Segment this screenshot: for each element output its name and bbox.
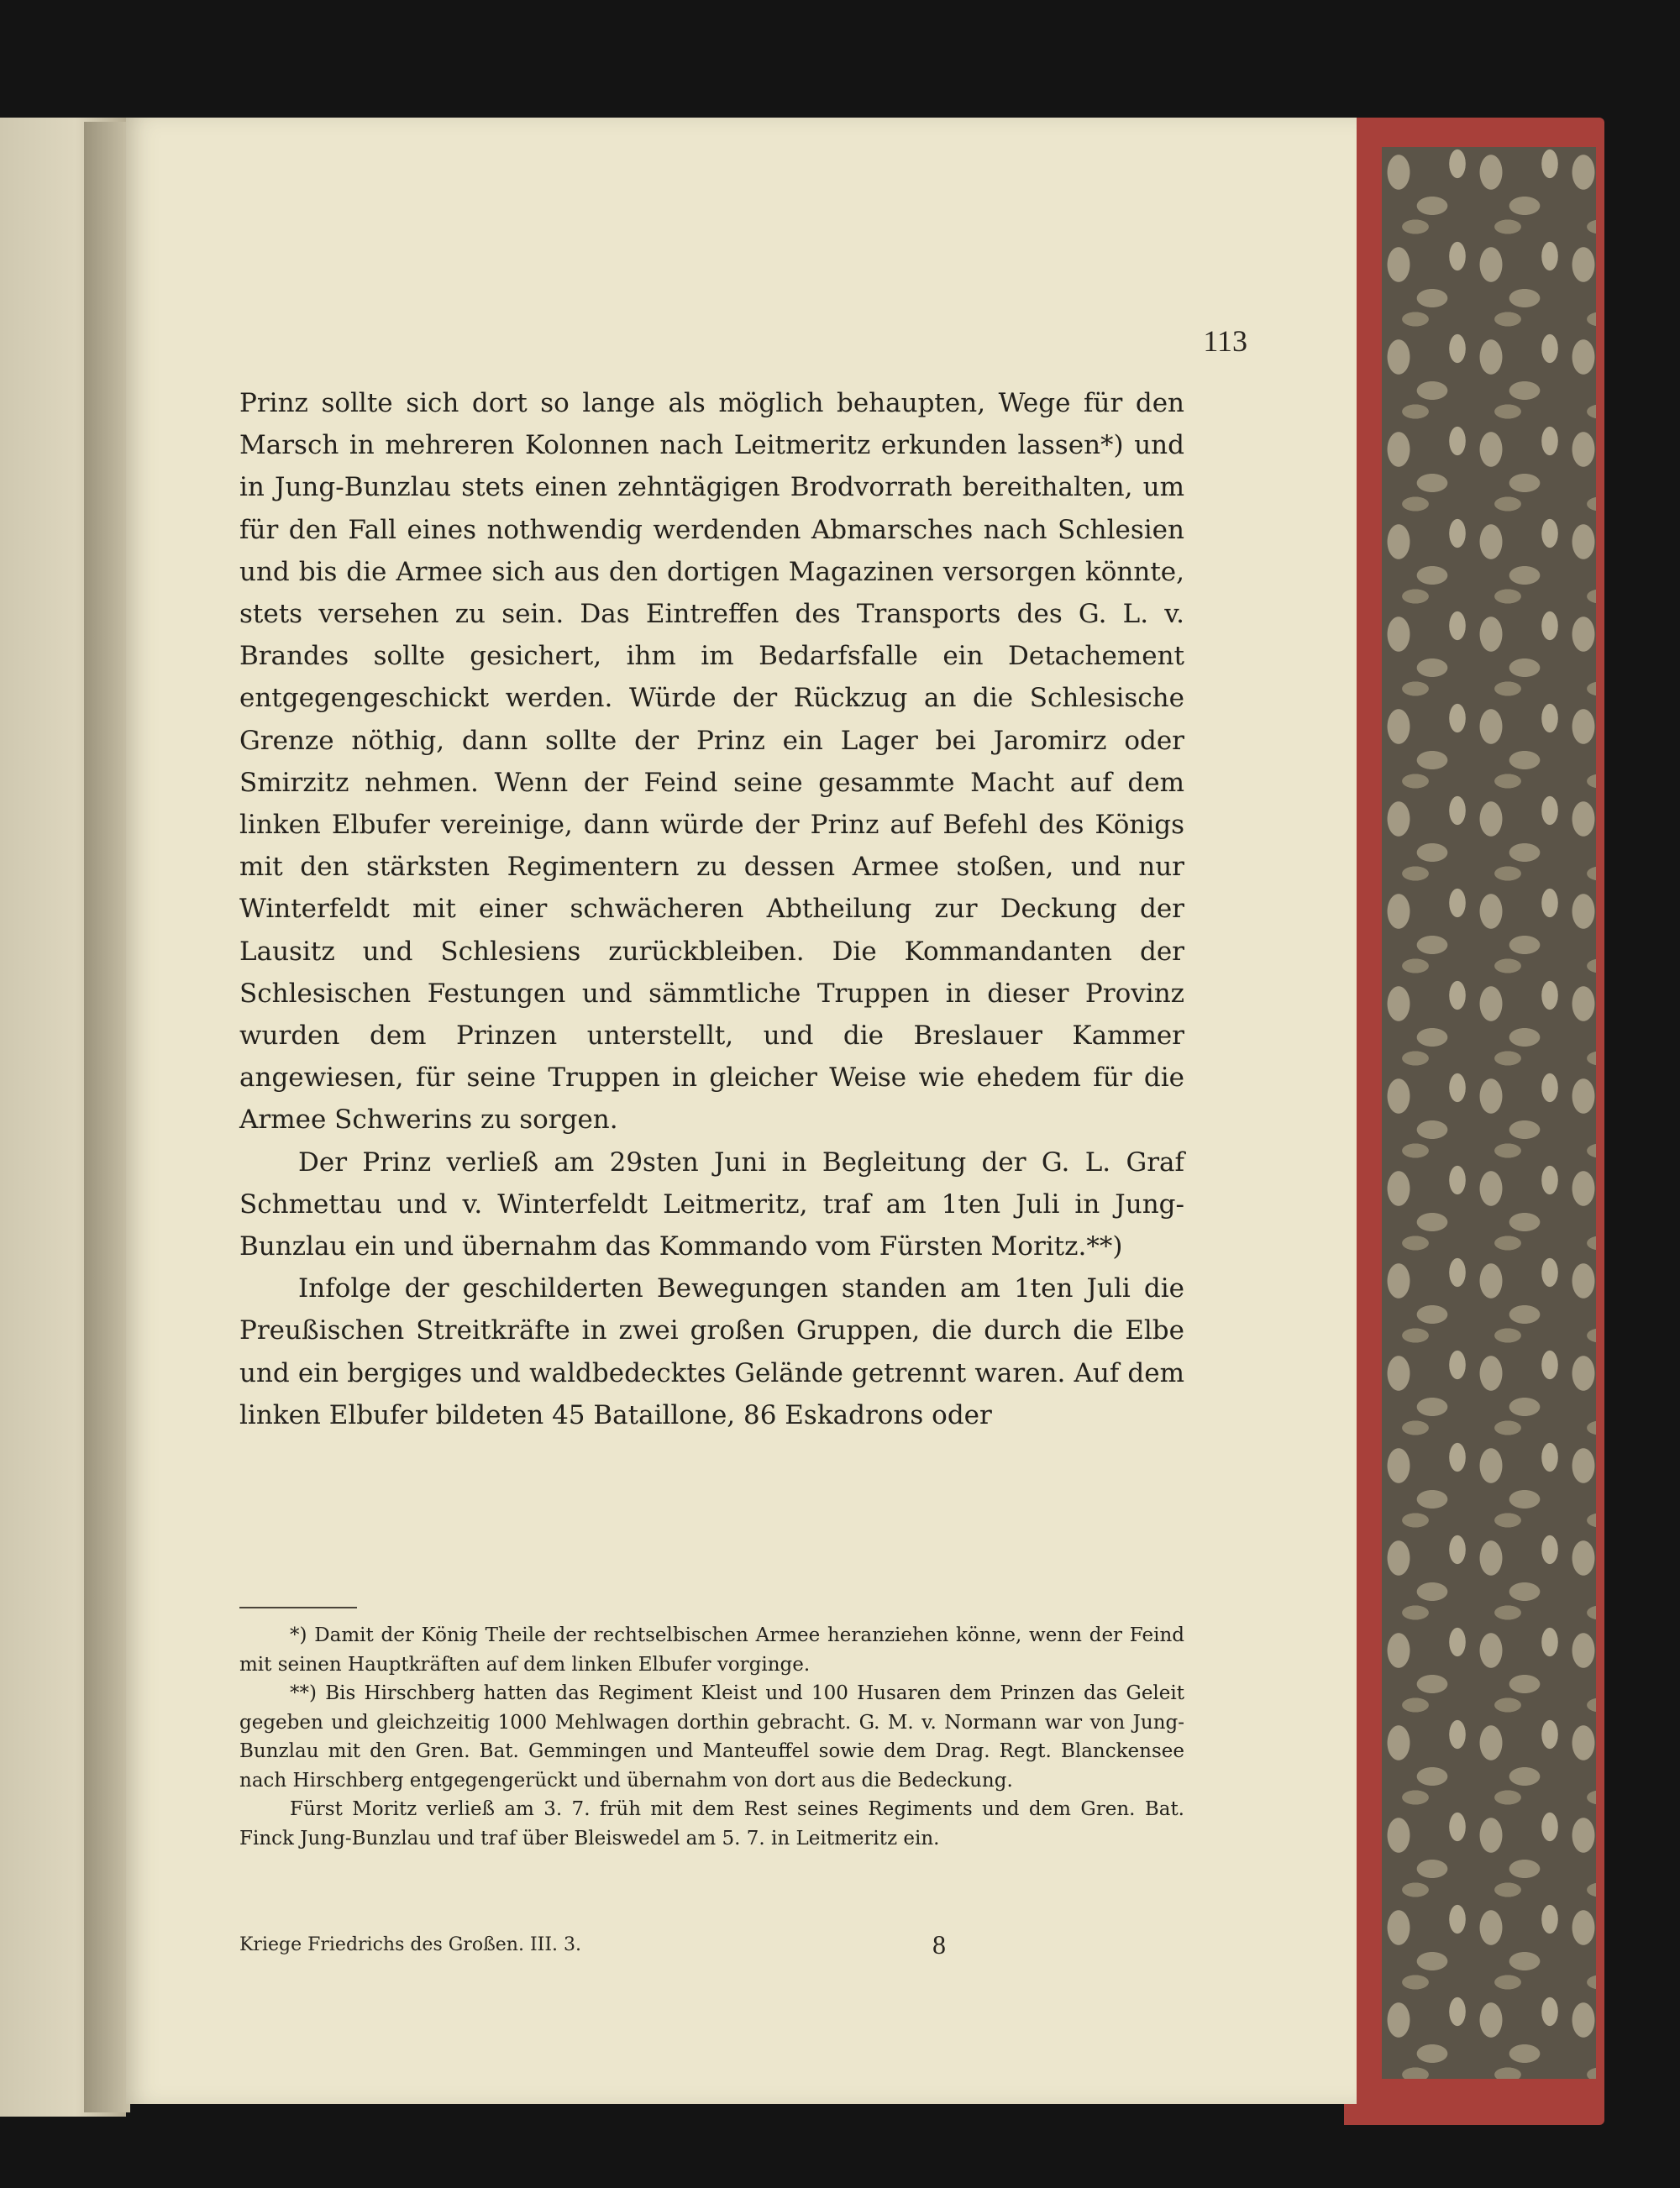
paragraph: Der Prinz verließ am 29sten Juni in Begleitung der G. L. Graf Schmettau und v. Winterfeldt Leitmeritz, traf am 1ten Juli in Jung-Bunzlau ein und übernahm das Kommando vom Fürsten Moritz.**) bbox=[239, 1146, 1184, 1262]
signature-mark: 8 bbox=[932, 1929, 946, 1960]
paragraph: Infolge der geschilderten Bewegungen standen am 1ten Juli die Preußischen Streitkräfte in zwei großen Gruppen, die durch die Elbe und ein bergiges und waldbedecktes Gelände getrennt waren. Auf dem linken Elbufer bildeten 45 Bataillone, 86 Eskadrons oder bbox=[239, 1273, 1184, 1430]
footnote-divider bbox=[239, 1607, 357, 1608]
footer-title: Kriege Friedrichs des Großen. III. 3. bbox=[239, 1934, 581, 1955]
marbled-endpaper bbox=[1382, 147, 1596, 2079]
paragraph: Prinz sollte sich dort so lange als möglich behaupten, Wege für den Marsch in mehreren Kolonnen nach Leitmeritz erkunden lassen*) und in Jung-Bunzlau stets einen zehntägigen Brodvorrath bereithalten, um für den Fall eines nothwendig werdenden Abmarsches nach Schlesien und bis die Armee sich aus den dortigen Magazinen versorgen könnte, stets versehen zu sein. Das Eintreffen des Transports des G. L. v. Brandes sollte gesichert, ihm im Bedarfsfalle ein Detachement entgegengeschickt werden. Würde der Rückzug an die Schlesische Grenze nöthig, dann sollte der Prinz ein Lager bei Jaromirz oder Smirzitz nehmen. Wenn der Feind seine gesammte Macht auf dem linken Elbufer vereinige, dann würde der Prinz auf Befehl des Königs mit den stärksten Regimentern zu dessen Armee stoßen, und nur Winterfeldt mit einer schwächeren Abtheilung zur Deckung der Lausitz und Schlesiens zurückbleiben. Die Kommandanten der Schlesischen Festungen und sämmtliche Truppen in dieser Provinz wurden dem Prinzen unterstellt, und die Breslauer Kammer angewiesen, für seine Truppen in gleicher Weise wie ehedem für die Armee Schwerins zu sorgen. bbox=[239, 388, 1184, 1136]
footnotes bbox=[239, 1621, 1184, 1853]
body-text bbox=[239, 382, 1184, 1436]
footnote: Fürst Moritz verließ am 3. 7. früh mit dem Rest seines Regiments und dem Gren. Bat. Finck Jung-Bunzlau und traf über Bleiswedel am 5. 7. in Leitmeritz ein. bbox=[239, 1798, 1184, 1850]
book-page bbox=[126, 118, 1357, 2104]
page-number: 113 bbox=[1203, 324, 1247, 358]
book-gutter bbox=[84, 122, 130, 2112]
footnote: **) Bis Hirschberg hatten das Regiment Kleist und 100 Husaren dem Prinzen das Geleit gegeben und gleichzeitig 1000 Mehlwagen dorthin gebracht. G. M. v. Normann war von Jung-Bunzlau mit den Gren. Bat. Gemmingen und Manteuffel sowie dem Drag. Regt. Blanckensee nach Hirschberg entgegengerückt und übernahm von dort aus die Bedeckung. bbox=[239, 1682, 1184, 1792]
page-footer bbox=[239, 1929, 1184, 1960]
footnote: *) Damit der König Theile der rechtselbischen Armee heranziehen könne, wenn der Feind mit seinen Hauptkräften auf dem linken Elbufer vorginge. bbox=[239, 1624, 1184, 1676]
